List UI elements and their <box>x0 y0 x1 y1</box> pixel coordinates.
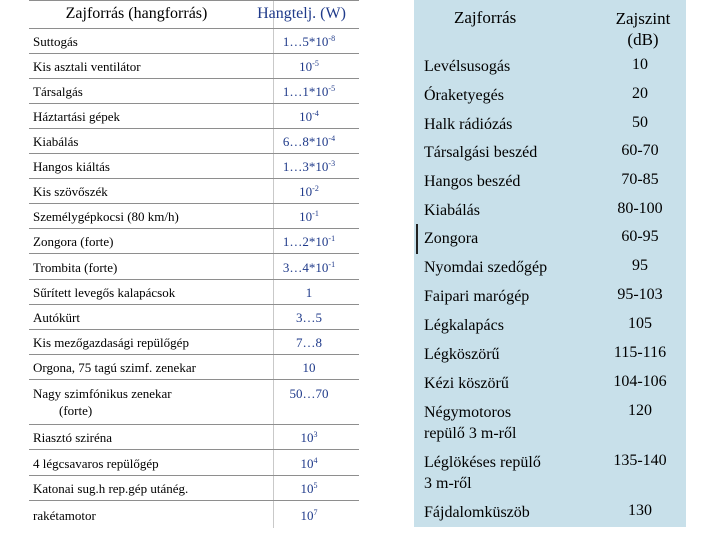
power-exponent: -1 <box>312 209 319 218</box>
power-base: 50…70 <box>289 386 329 401</box>
table-row <box>29 78 359 104</box>
noise-level-value: 95 <box>632 257 648 274</box>
power-base: 10 <box>299 109 313 124</box>
table-row <box>29 354 359 380</box>
source-name: 4 légcsavaros repülőgép <box>33 456 159 471</box>
noise-level-value: 50 <box>632 114 648 131</box>
power-exponent: -1 <box>328 234 336 243</box>
source-name: Kiabálás <box>424 202 480 219</box>
power-base: 1 <box>305 285 313 300</box>
power-exponent: 7 <box>313 508 318 517</box>
source-name: Kis szövőszék <box>33 184 108 199</box>
power-exponent: -5 <box>328 84 336 93</box>
power-value <box>259 209 359 225</box>
source-name: rakétamotor <box>33 508 96 523</box>
sound-power-table <box>29 0 359 528</box>
table-row <box>29 424 359 450</box>
source-name: Kiabálás <box>33 134 79 149</box>
source-name: Riasztó sziréna <box>33 430 113 445</box>
table-row <box>29 128 359 154</box>
power-base: 3…4*10 <box>282 260 329 275</box>
power-value <box>259 360 359 376</box>
power-exponent: 4 <box>313 456 318 465</box>
source-name: Légköszörű <box>424 346 500 363</box>
power-exponent: -3 <box>328 159 336 168</box>
power-exponent: 3 <box>313 430 318 439</box>
source-name: Kézi köszörű <box>424 375 509 392</box>
source-name: Háztartási gépek <box>33 109 120 124</box>
power-exponent: -1 <box>328 260 336 269</box>
source-name: Sűrített levegős kalapácsok <box>33 285 176 300</box>
table-row <box>29 178 359 204</box>
table-row <box>29 500 359 529</box>
noise-level-value: 60-70 <box>621 142 659 159</box>
power-value <box>259 335 359 351</box>
source-name: Levélsusogás <box>424 58 511 75</box>
noise-level-value: 60-95 <box>621 228 659 245</box>
source-name: Halk rádiózás <box>424 116 513 133</box>
source-name: Óraketyegés <box>424 87 504 104</box>
power-value <box>259 184 359 200</box>
power-value <box>259 84 359 100</box>
noise-level-value: 130 <box>628 502 652 519</box>
power-base: 1…2*10 <box>282 234 329 249</box>
noise-level-value: 105 <box>628 315 652 332</box>
header-power: Hangtelj. (W) <box>257 5 346 22</box>
source-name: Trombita (forte) <box>33 260 118 275</box>
table-row <box>29 53 359 79</box>
power-base: 6…8*10 <box>282 134 329 149</box>
table-row <box>29 228 359 254</box>
source-name: Kis asztali ventilátor <box>33 59 141 74</box>
power-value <box>259 134 359 150</box>
power-base: 10 <box>300 456 314 471</box>
table-row <box>29 379 359 425</box>
power-exponent: 5 <box>313 481 318 490</box>
power-value <box>259 59 359 75</box>
source-name: Zongora (forte) <box>33 234 114 249</box>
power-value <box>259 234 359 250</box>
source-name: Személygépkocsi (80 km/h) <box>33 209 179 224</box>
power-exponent: -4 <box>328 134 336 143</box>
power-base: 1…1*10 <box>282 84 329 99</box>
source-name: Orgona, 75 tagú szimf. zenekar <box>33 360 196 375</box>
table-row <box>29 103 359 129</box>
table-row <box>29 449 359 476</box>
power-value <box>259 481 359 497</box>
power-value <box>259 386 359 402</box>
power-base: 10 <box>300 508 314 523</box>
source-name: Társalgási beszéd <box>424 144 538 161</box>
source-name: Négymotoros repülő 3 m-ről <box>424 404 517 442</box>
source-name: Hangos kiáltás <box>33 159 110 174</box>
source-name: Fájdalomküszöb <box>424 504 530 521</box>
source-name: Léglökéses repülő 3 m-ről <box>424 454 541 492</box>
source-name: Suttogás <box>33 34 78 49</box>
power-exponent: -2 <box>312 184 319 193</box>
noise-level-table <box>414 0 686 527</box>
power-value <box>259 430 359 446</box>
power-value <box>259 159 359 175</box>
source-name: Hangos beszéd <box>424 173 521 190</box>
power-value <box>259 109 359 125</box>
source-name-line: Nagy szimfónikus zenekar <box>33 386 172 401</box>
source-name <box>33 385 233 419</box>
header-level: Zajszint (dB) <box>615 9 671 49</box>
table-row <box>29 475 359 501</box>
power-exponent: -8 <box>328 34 336 43</box>
header-source: Zajforrás <box>454 8 517 27</box>
power-value <box>259 508 359 524</box>
source-name: Társalgás <box>33 84 83 99</box>
noise-level-value: 80-100 <box>617 200 663 217</box>
power-base: 10 <box>299 59 313 74</box>
table-header <box>414 0 686 50</box>
power-base: 1…5*10 <box>282 34 329 49</box>
noise-level-value: 95-103 <box>617 286 663 303</box>
table-header <box>29 1 359 28</box>
power-base: 10 <box>300 481 314 496</box>
source-name: Katonai sug.h rep.gép utánég. <box>33 481 189 496</box>
power-value <box>259 285 359 301</box>
power-exponent: -4 <box>312 109 319 118</box>
power-value <box>259 34 359 50</box>
source-name-line: (forte) <box>59 403 93 418</box>
source-name: Légkalapács <box>424 317 504 334</box>
power-base: 10 <box>300 430 314 445</box>
power-base: 10 <box>299 209 313 224</box>
table-row <box>29 153 359 179</box>
power-base: 3…5 <box>296 310 322 325</box>
table-row <box>29 203 359 229</box>
table-row <box>29 253 359 280</box>
source-name: Nyomdai szedőgép <box>424 259 548 276</box>
power-value <box>259 260 359 276</box>
source-name: Autókürt <box>33 310 80 325</box>
power-exponent: -5 <box>312 59 319 68</box>
table-row <box>29 28 359 54</box>
noise-level-value: 135-140 <box>613 452 667 469</box>
power-base: 10 <box>302 360 316 375</box>
power-value <box>259 310 359 326</box>
noise-level-value: 115-116 <box>613 344 667 361</box>
power-base: 7…8 <box>296 335 322 350</box>
source-name: Kis mezőgazdasági repülőgép <box>33 335 189 350</box>
text-cursor <box>416 224 418 254</box>
noise-level-value: 104-106 <box>613 373 667 390</box>
table-row <box>29 279 359 305</box>
noise-level-value: 20 <box>632 85 648 102</box>
power-value <box>259 456 359 472</box>
noise-level-value: 10 <box>632 56 648 73</box>
noise-level-value: 120 <box>628 402 652 419</box>
table-row <box>29 329 359 355</box>
table-row <box>29 304 359 330</box>
source-name: Zongora <box>424 230 479 247</box>
power-base: 1…3*10 <box>282 159 329 174</box>
header-source: Zajforrás (hangforrás) <box>65 5 208 22</box>
noise-level-value: 70-85 <box>621 171 659 188</box>
power-base: 10 <box>299 184 313 199</box>
source-name: Faipari marógép <box>424 288 530 305</box>
